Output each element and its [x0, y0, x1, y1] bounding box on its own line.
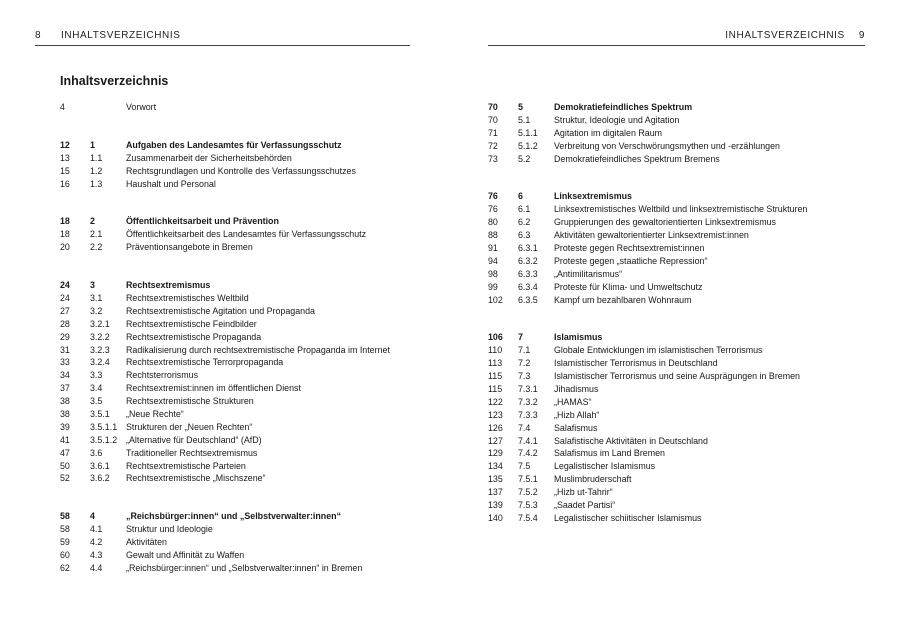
section-number: 3.5.1	[90, 409, 110, 420]
toc-entry[interactable]	[488, 473, 807, 486]
entry-title: „Antimilitarismus“	[554, 268, 623, 279]
page-number: 113	[488, 358, 503, 369]
page-number: 137	[488, 487, 503, 498]
page-number: 34	[60, 370, 70, 381]
section-number: 3.3	[90, 370, 103, 381]
toc-entry[interactable]	[488, 242, 807, 255]
page-number: 102	[488, 294, 503, 305]
page-number: 91	[488, 243, 498, 254]
section-number: 3.6	[90, 447, 103, 458]
section-number: 7	[518, 332, 523, 343]
page-number: 76	[488, 204, 498, 215]
entry-title: Rechtsextremismus	[126, 280, 211, 291]
left-header-rule	[35, 45, 410, 46]
page-number: 15	[60, 165, 70, 176]
entry-title: Gruppierungen des gewaltorientierten Linksextremismus	[554, 217, 776, 228]
toc-entry[interactable]	[60, 165, 390, 178]
page-number: 94	[488, 255, 498, 266]
toc-entry[interactable]	[488, 486, 807, 499]
page-number: 98	[488, 268, 498, 279]
section-number: 4.4	[90, 562, 103, 573]
page-number: 139	[488, 500, 503, 511]
section-number: 3.2.1	[90, 318, 110, 329]
page-number: 115	[488, 371, 503, 382]
right-page-header	[725, 30, 865, 41]
toc-entry[interactable]	[60, 228, 390, 241]
toc-title: Inhaltsverzeichnis	[60, 74, 169, 88]
section-number	[90, 101, 126, 114]
section-number: 4.2	[90, 537, 103, 548]
toc-chapter-heading[interactable]	[60, 279, 390, 292]
toc-entry[interactable]	[488, 370, 807, 383]
section-number: 5.1	[518, 114, 531, 125]
page-number: 52	[60, 473, 70, 484]
toc-entry[interactable]	[488, 294, 807, 307]
toc-section	[60, 279, 390, 485]
toc-entry[interactable]	[488, 512, 807, 525]
section-number: 3.4	[90, 383, 103, 394]
toc-entry[interactable]	[488, 447, 807, 460]
toc-entry[interactable]	[60, 305, 390, 318]
section-number: 3.6.2	[90, 473, 110, 484]
page-number: 41	[60, 434, 70, 445]
page-number: 126	[488, 422, 503, 433]
section-number: 7.4.1	[518, 435, 538, 446]
entry-title: Rechtsgrundlagen und Kontrolle des Verfassungsschutzes	[126, 165, 356, 176]
entry-title: Linksextremistisches Weltbild und linksextremistische Strukturen	[554, 204, 808, 215]
entry-title: Linksextremismus	[554, 191, 632, 202]
page-number: 47	[60, 447, 70, 458]
section-number: 7.5.4	[518, 512, 538, 523]
toc-entry[interactable]	[488, 255, 807, 268]
toc-entry[interactable]	[60, 178, 390, 191]
section-number: 7.5	[518, 461, 531, 472]
page-number: 18	[60, 229, 70, 240]
section-number: 7.5.1	[518, 474, 538, 485]
entry-title: Rechtsextremistische Strukturen	[126, 396, 254, 407]
entry-title: Rechtsextremistische „Mischszene“	[126, 473, 266, 484]
section-number: 3.2.4	[90, 357, 110, 368]
page-number: 76	[488, 191, 498, 202]
page-number: 37	[60, 383, 70, 394]
section-number: 2.1	[90, 229, 103, 240]
section-number: 6.3.2	[518, 255, 538, 266]
entry-title: Proteste gegen Rechtsextremist:innen	[554, 243, 705, 254]
toc-entry[interactable]	[488, 383, 807, 396]
page-number: 58	[60, 524, 70, 535]
section-number: 3.2	[90, 305, 103, 316]
entry-title: Gewalt und Affinität zu Waffen	[126, 550, 245, 561]
toc-entry[interactable]	[488, 422, 807, 435]
section-number: 7.3.3	[518, 409, 538, 420]
toc-entry[interactable]	[60, 152, 390, 165]
entry-title: Aktivitäten	[126, 537, 167, 548]
entry-title: Haushalt und Personal	[126, 178, 216, 189]
page-number: 115	[488, 384, 503, 395]
toc-entry[interactable]	[60, 395, 390, 408]
entry-title: Verbreitung von Verschwörungsmythen und -erzählungen	[554, 140, 780, 151]
entry-title: Zusammenarbeit der Sicherheitsbehörden	[126, 152, 292, 163]
entry-title: Rechtsextremistische Parteien	[126, 460, 246, 471]
section-number: 7.2	[518, 358, 531, 369]
section-number: 7.5.2	[518, 487, 538, 498]
section-number: 6	[518, 191, 523, 202]
entry-title: Muslimbruderschaft	[554, 474, 632, 485]
entry-title: „Alternative für Deutschland“ (AfD)	[126, 434, 262, 445]
toc-entry[interactable]	[488, 229, 807, 242]
entry-title: „HAMAS“	[554, 396, 592, 407]
toc-entry[interactable]	[60, 434, 390, 447]
page-number: 27	[60, 305, 70, 316]
entry-title: Islamismus	[554, 332, 603, 343]
page-number: 59	[60, 537, 70, 548]
page-number: 72	[488, 140, 498, 151]
page-number: 73	[488, 153, 498, 164]
page-number: 70	[488, 102, 498, 112]
entry-title: Struktur und Ideologie	[126, 524, 213, 535]
toc-entry[interactable]	[488, 281, 807, 294]
toc-entry[interactable]	[60, 356, 390, 369]
toc-chapter-heading[interactable]	[60, 215, 390, 228]
toc-entry[interactable]	[488, 409, 807, 422]
section-number: 7.3	[518, 371, 531, 382]
entry-title: Salafistische Aktivitäten in Deutschland	[554, 435, 708, 446]
section-number: 3.5	[90, 396, 103, 407]
page-number: 70	[488, 114, 498, 125]
toc-entry[interactable]	[60, 369, 390, 382]
left-page-header	[35, 30, 181, 41]
toc-entry[interactable]	[488, 344, 807, 357]
section-number: 3.1	[90, 293, 103, 304]
entry-title: „Reichsbürger:innen“ und „Selbstverwalter:innen“ in Bremen	[126, 562, 363, 573]
toc-section	[60, 139, 390, 191]
section-number: 3.2.3	[90, 344, 110, 355]
entry-title: Rechtsextremistische Propaganda	[126, 331, 262, 342]
page-number: 24	[60, 280, 70, 291]
entry-title: Traditioneller Rechtsextremismus	[126, 447, 258, 458]
section-number: 4	[90, 511, 95, 522]
section-number: 1.1	[90, 152, 103, 163]
toc-entry[interactable]	[488, 435, 807, 448]
entry-title: „Saadet Partisi“	[554, 500, 616, 511]
toc-entry[interactable]	[488, 203, 807, 216]
entry-title: Legalistischer schiitischer Islamismus	[554, 512, 702, 523]
section-number: 5	[518, 102, 523, 112]
section-number: 1.2	[90, 165, 103, 176]
section-number: 5.1.2	[518, 140, 538, 151]
section-number: 6.3.3	[518, 268, 538, 279]
section-number: 5.2	[518, 153, 531, 164]
toc-entry[interactable]	[60, 549, 390, 562]
section-number: 4.1	[90, 524, 103, 535]
toc-entry[interactable]	[60, 536, 390, 549]
page-number: 18	[60, 216, 70, 227]
toc-entry[interactable]	[488, 114, 807, 127]
toc-chapter-heading[interactable]	[488, 331, 807, 344]
page-number: 60	[60, 550, 70, 561]
entry-title: Präventionsangebote in Bremen	[126, 242, 253, 253]
section-number: 6.1	[518, 204, 531, 215]
toc-chapter-heading[interactable]	[60, 510, 390, 523]
toc-entry[interactable]	[60, 472, 390, 485]
entry-title: Globale Entwicklungen im islamistischen Terrorismus	[554, 345, 763, 356]
entry-title: Proteste für Klima- und Umweltschutz	[554, 281, 703, 292]
left-toc-column	[60, 101, 390, 600]
page-number: 127	[488, 435, 503, 446]
page-number: 122	[488, 396, 503, 407]
section-number: 3	[90, 280, 95, 291]
page-number: 24	[60, 293, 70, 304]
toc-entry[interactable]	[60, 382, 390, 395]
entry-title: Salafismus im Land Bremen	[554, 448, 665, 459]
section-number: 3.6.1	[90, 460, 110, 471]
page-number: 140	[488, 512, 503, 523]
page-number: 29	[60, 331, 70, 342]
page-number: 123	[488, 409, 503, 420]
right-header-label: INHALTSVERZEICHNIS	[725, 30, 845, 41]
section-number: 1	[90, 139, 95, 150]
page-number: 38	[60, 396, 70, 407]
toc-entry[interactable]	[60, 421, 390, 434]
section-number: 4.3	[90, 550, 103, 561]
entry-title: Rechtsextremistisches Weltbild	[126, 293, 249, 304]
toc-section	[60, 101, 390, 114]
entry-title: Islamistischer Terrorismus in Deutschland	[554, 358, 718, 369]
entry-title: „Reichsbürger:innen“ und „Selbstverwalter:innen“	[126, 511, 342, 522]
entry-title: Demokratiefeindliches Spektrum	[554, 102, 693, 112]
toc-entry[interactable]	[488, 140, 807, 153]
section-number: 7.1	[518, 345, 531, 356]
entry-title: Strukturen der „Neuen Rechten“	[126, 421, 253, 432]
right-page-number: 9	[858, 30, 865, 41]
entry-title: Rechtsextremistische Terrorpropaganda	[126, 357, 284, 368]
entry-title: Rechtsextremistische Agitation und Propaganda	[126, 305, 315, 316]
page-number: 13	[60, 152, 70, 163]
entry-title: Rechtsextremistische Feindbilder	[126, 318, 257, 329]
toc-chapter-heading[interactable]	[488, 101, 807, 114]
page-number: 99	[488, 281, 498, 292]
page-number: 62	[60, 562, 70, 573]
entry-title: Radikalisierung durch rechtsextremistische Propaganda im Internet	[126, 344, 390, 355]
toc-chapter-heading[interactable]	[488, 190, 807, 203]
page-number: 88	[488, 230, 498, 241]
page-number: 134	[488, 461, 503, 472]
entry-title: Rechtsterrorismus	[126, 370, 199, 381]
toc-entry[interactable]	[60, 292, 390, 305]
toc-entry[interactable]	[60, 460, 390, 473]
page-number: 110	[488, 345, 503, 356]
section-number: 7.5.3	[518, 500, 538, 511]
toc-entry[interactable]	[488, 268, 807, 281]
toc-entry[interactable]	[60, 331, 390, 344]
entry-title: Kampf um bezahlbaren Wohnraum	[554, 294, 692, 305]
section-number: 3.2.2	[90, 331, 110, 342]
section-number: 7.4.2	[518, 448, 538, 459]
toc-entry[interactable]	[488, 396, 807, 409]
toc-entry[interactable]	[488, 460, 807, 473]
toc-entry[interactable]	[488, 357, 807, 370]
entry-title: Agitation im digitalen Raum	[554, 127, 663, 138]
toc-entry[interactable]	[488, 127, 807, 140]
page-number: 31	[60, 344, 70, 355]
entry-title: Vorwort	[126, 102, 157, 112]
entry-title: Rechtsextremist:innen im öffentlichen Dienst	[126, 383, 301, 394]
entry-title: Aktivitäten gewaltorientierter Linksextremist:innen	[554, 230, 749, 241]
page-number: 50	[60, 460, 70, 471]
page-number: 33	[60, 357, 70, 368]
section-number: 7.3.2	[518, 396, 538, 407]
entry-title: Jihadismus	[554, 384, 599, 395]
entry-title: Struktur, Ideologie und Agitation	[554, 114, 680, 125]
toc-entry[interactable]	[60, 562, 390, 575]
section-number: 5.1.1	[518, 127, 538, 138]
section-number: 6.3.4	[518, 281, 538, 292]
section-number: 2	[90, 216, 95, 227]
page-number: 12	[60, 139, 70, 150]
left-page-number: 8	[35, 30, 42, 41]
section-number: 1.3	[90, 178, 103, 189]
toc-entry[interactable]	[60, 523, 390, 536]
left-header-label: INHALTSVERZEICHNIS	[61, 30, 181, 41]
toc-chapter-heading[interactable]	[60, 139, 390, 152]
toc-entry[interactable]	[488, 153, 807, 166]
toc-section	[488, 101, 807, 165]
toc-entry[interactable]	[488, 499, 807, 512]
section-number: 7.4	[518, 422, 531, 433]
page-number: 135	[488, 474, 503, 485]
entry-title: Salafismus	[554, 422, 598, 433]
page-number: 39	[60, 421, 70, 432]
page-number: 71	[488, 127, 498, 138]
page-number: 80	[488, 217, 498, 228]
section-number: 7.3.1	[518, 384, 538, 395]
entry-title: Legalistischer Islamismus	[554, 461, 656, 472]
right-header-rule	[488, 45, 865, 46]
entry-title: „Hizb Allah“	[554, 409, 600, 420]
section-number: 6.2	[518, 217, 531, 228]
page-number: 16	[60, 178, 70, 189]
section-number: 6.3.1	[518, 243, 538, 254]
section-number: 6.3.5	[518, 294, 538, 305]
entry-title: Proteste gegen „staatliche Repression“	[554, 255, 708, 266]
toc-entry[interactable]	[60, 241, 390, 254]
page-number: 38	[60, 409, 70, 420]
section-number: 2.2	[90, 242, 103, 253]
page-number: 20	[60, 242, 70, 253]
toc-entry[interactable]	[488, 216, 807, 229]
page-number: 4	[60, 102, 65, 112]
entry-title: Öffentlichkeitsarbeit und Prävention	[126, 216, 279, 227]
toc-entry[interactable]	[60, 101, 390, 114]
page-number: 129	[488, 448, 503, 459]
page-number: 58	[60, 511, 70, 522]
toc-section	[60, 215, 390, 254]
toc-section	[488, 331, 807, 524]
section-number: 6.3	[518, 230, 531, 241]
toc-section	[60, 510, 390, 574]
page-number: 28	[60, 318, 70, 329]
right-toc-column	[488, 101, 807, 550]
toc-entry[interactable]	[60, 344, 390, 357]
entry-title: Demokratiefeindliches Spektrum Bremens	[554, 153, 720, 164]
entry-title: Aufgaben des Landesamtes für Verfassungsschutz	[126, 139, 342, 150]
entry-title: „Hizb ut-Tahrir“	[554, 487, 613, 498]
section-number: 3.5.1.1	[90, 421, 118, 432]
page-number: 106	[488, 332, 503, 343]
entry-title: Öffentlichkeitsarbeit des Landesamtes für Verfassungsschutz	[126, 229, 367, 240]
toc-entry[interactable]	[60, 408, 390, 421]
section-number: 3.5.1.2	[90, 434, 118, 445]
entry-title: „Neue Rechte“	[126, 409, 184, 420]
entry-title: Islamistischer Terrorismus und seine Ausprägungen in Bremen	[554, 371, 800, 382]
toc-section	[488, 190, 807, 306]
toc-entry[interactable]	[60, 318, 390, 331]
toc-entry[interactable]	[60, 447, 390, 460]
